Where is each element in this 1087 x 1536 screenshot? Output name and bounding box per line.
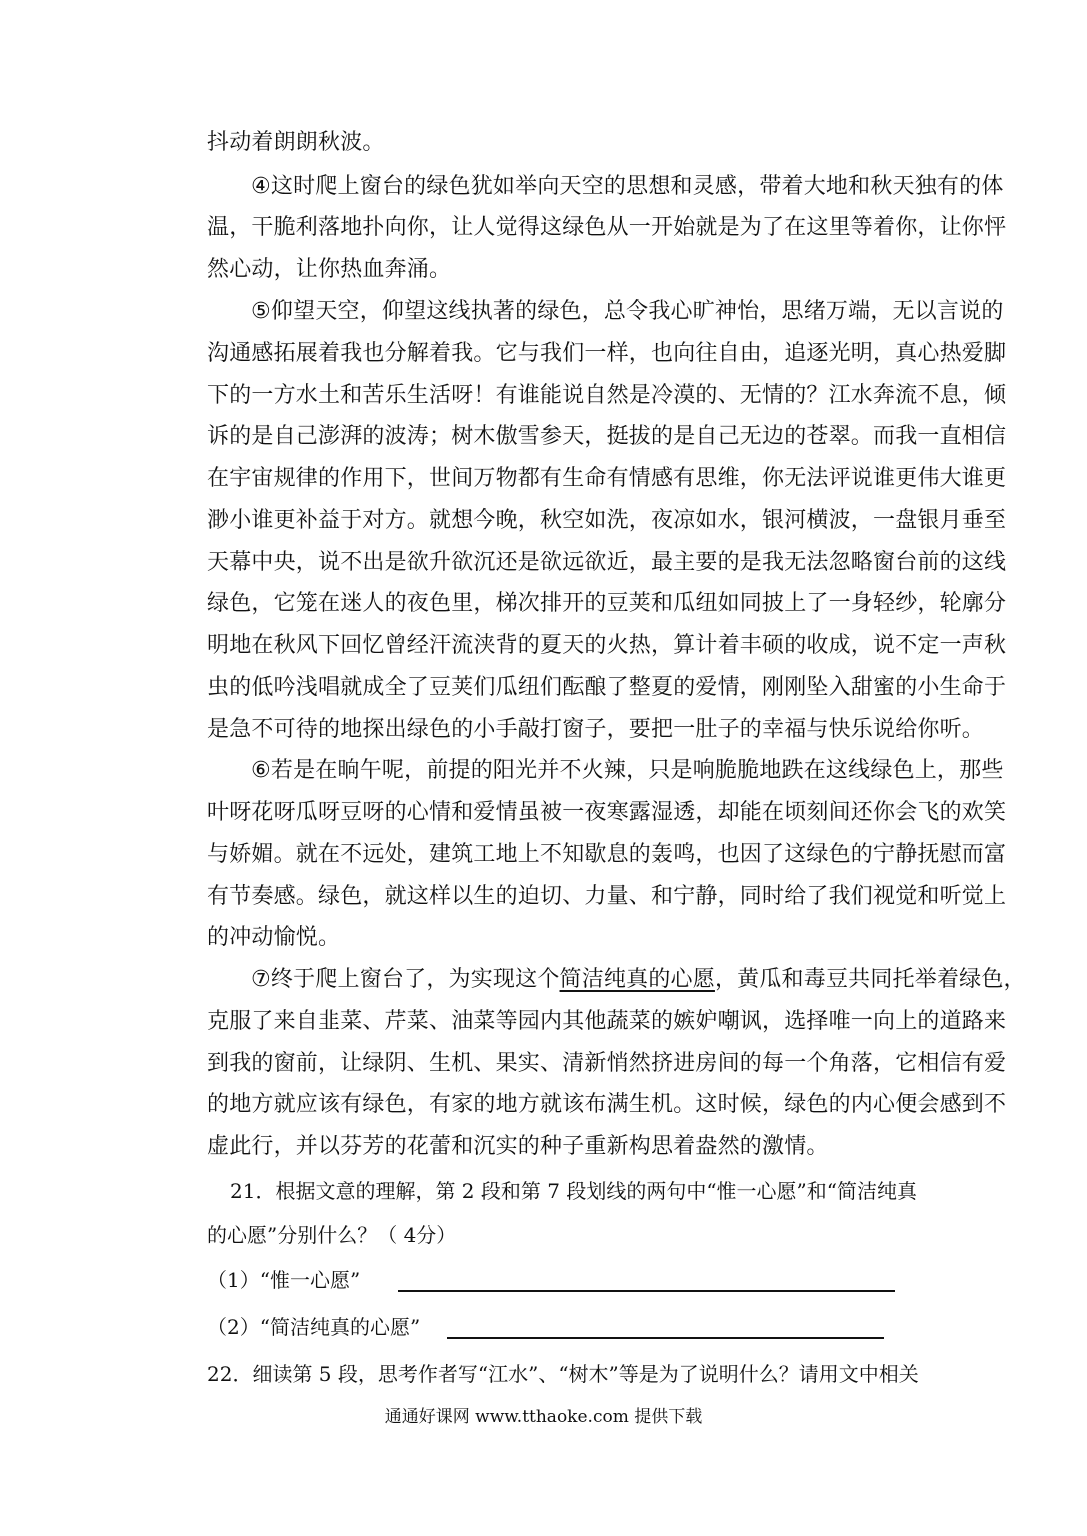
paragraph-line: 叶呀花呀瓜呀豆呀的心情和爱情虽被一夜寒露湿透，却能在顷刻间还你会飞的欢笑 bbox=[207, 800, 1007, 825]
paragraph-line: ⑤仰望天空，仰望这线执著的绿色，总令我心旷神怡，思绪万端，无以言说的 bbox=[251, 299, 1004, 324]
paragraph-3-tail: 抖动着朗朗秋波。 bbox=[207, 130, 385, 155]
paragraph-line: 与娇媚。就在不远处，建筑工地上不知歇息的轰鸣，也因了这绿色的宁静抚慰而富 bbox=[207, 842, 1007, 867]
paragraph-line: 绿色，它笼在迷人的夜色里，梯次排开的豆荚和瓜纽如同披上了一身轻纱，轮廓分 bbox=[207, 591, 1007, 616]
paragraph-line: 是急不可待的地探出绿色的小手敲打窗子，要把一肚子的幸福与快乐说给你听。 bbox=[207, 717, 985, 742]
paragraph-line: 的冲动愉悦。 bbox=[207, 925, 341, 950]
paragraph-line: 下的一方水土和苦乐生活呀！有谁能说自然是冷漠的、无情的？江水奔流不息，倾 bbox=[207, 383, 1007, 408]
paragraph-line: ④这时爬上窗台的绿色犹如举向天空的思想和灵感，带着大地和秋天独有的体 bbox=[251, 174, 1004, 199]
paragraph-line: 克服了来自韭菜、芹菜、油菜等园内其他蔬菜的嫉妒嘲讽，选择唯一向上的道路来 bbox=[207, 1009, 1007, 1034]
page-footer: 通通好课网 www.tthaoke.com 提供下载 bbox=[384, 1407, 703, 1427]
paragraph-line: 的地方就应该有绿色，有家的地方就该布满生机。这时候，绿色的内心便会感到不 bbox=[207, 1092, 1007, 1117]
paragraph-line: 天幕中央，说不出是欲升欲沉还是欲远欲近，最主要的是我无法忽略窗台前的这线 bbox=[207, 550, 1007, 575]
underlined-phrase: 简洁纯真的心愿 bbox=[559, 967, 715, 992]
paragraph-line: 然心动，让你热血奔涌。 bbox=[207, 257, 452, 282]
text-run: ，黄瓜和毒豆共同托举着绿色， bbox=[714, 967, 1026, 992]
paragraph-line: 到我的窗前，让绿阴、生机、果实、清新悄然挤进房间的每一个角落，它相信有爱 bbox=[207, 1051, 1007, 1076]
question-text: 21．根据文意的理解，第 2 段和第 7 段划线的两句中“惟一心愿”和“简洁纯真 bbox=[230, 1179, 918, 1203]
question-text: 的心愿”分别什么？（ 4分） bbox=[207, 1223, 457, 1247]
text-run: ⑦终于爬上窗台了，为实现这个 bbox=[251, 967, 560, 992]
paragraph-line bbox=[207, 965, 1026, 995]
sub-question-label: （2）“简洁纯真的心愿” bbox=[207, 1315, 421, 1339]
answer-blank-2[interactable] bbox=[447, 1337, 884, 1339]
paragraph-line: 明地在秋风下回忆曾经汗流浃背的夏天的火热，算计着丰硕的收成，说不定一声秋 bbox=[207, 633, 1007, 658]
paragraph-line: 诉的是自己澎湃的波涛；树木傲雪参天，挺拔的是自己无边的苍翠。而我一直相信 bbox=[207, 424, 1007, 449]
paragraph-line: ⑥若是在晌午呢，前提的阳光并不火辣，只是响脆脆地跌在这线绿色上，那些 bbox=[251, 758, 1004, 783]
sub-question-label: （1）“惟一心愿” bbox=[207, 1268, 361, 1292]
paragraph-line: 虚此行，并以芬芳的花蕾和沉实的种子重新构思着盎然的激情。 bbox=[207, 1134, 829, 1159]
paragraph-line: 沟通感拓展着我也分解着我。它与我们一样，也向往自由，追逐光明，真心热爱脚 bbox=[207, 341, 1007, 366]
paragraph-line: 有节奏感。绿色，就这样以生的迫切、力量、和宁静，同时给了我们视觉和听觉上 bbox=[207, 884, 1007, 909]
paragraph-line: 温，干脆利落地扑向你，让人觉得这绿色从一开始就是为了在这里等着你，让你怦 bbox=[207, 215, 1007, 240]
paragraph-line: 渺小谁更补益于对方。就想今晚，秋空如洗，夜凉如水，银河横波，一盘银月垂至 bbox=[207, 508, 1007, 533]
question-text: 22．细读第 5 段，思考作者写“江水”、“树木”等是为了说明什么？请用文中相关 bbox=[207, 1362, 919, 1386]
answer-blank-1[interactable] bbox=[398, 1290, 895, 1292]
paragraph-line: 在宇宙规律的作用下，世间万物都有生命有情感有思维，你无法评说谁更伟大谁更 bbox=[207, 466, 1007, 491]
paragraph-line: 虫的低吟浅唱就成全了豆荚们瓜纽们酝酿了整夏的爱情，刚刚坠入甜蜜的小生命于 bbox=[207, 675, 1007, 700]
